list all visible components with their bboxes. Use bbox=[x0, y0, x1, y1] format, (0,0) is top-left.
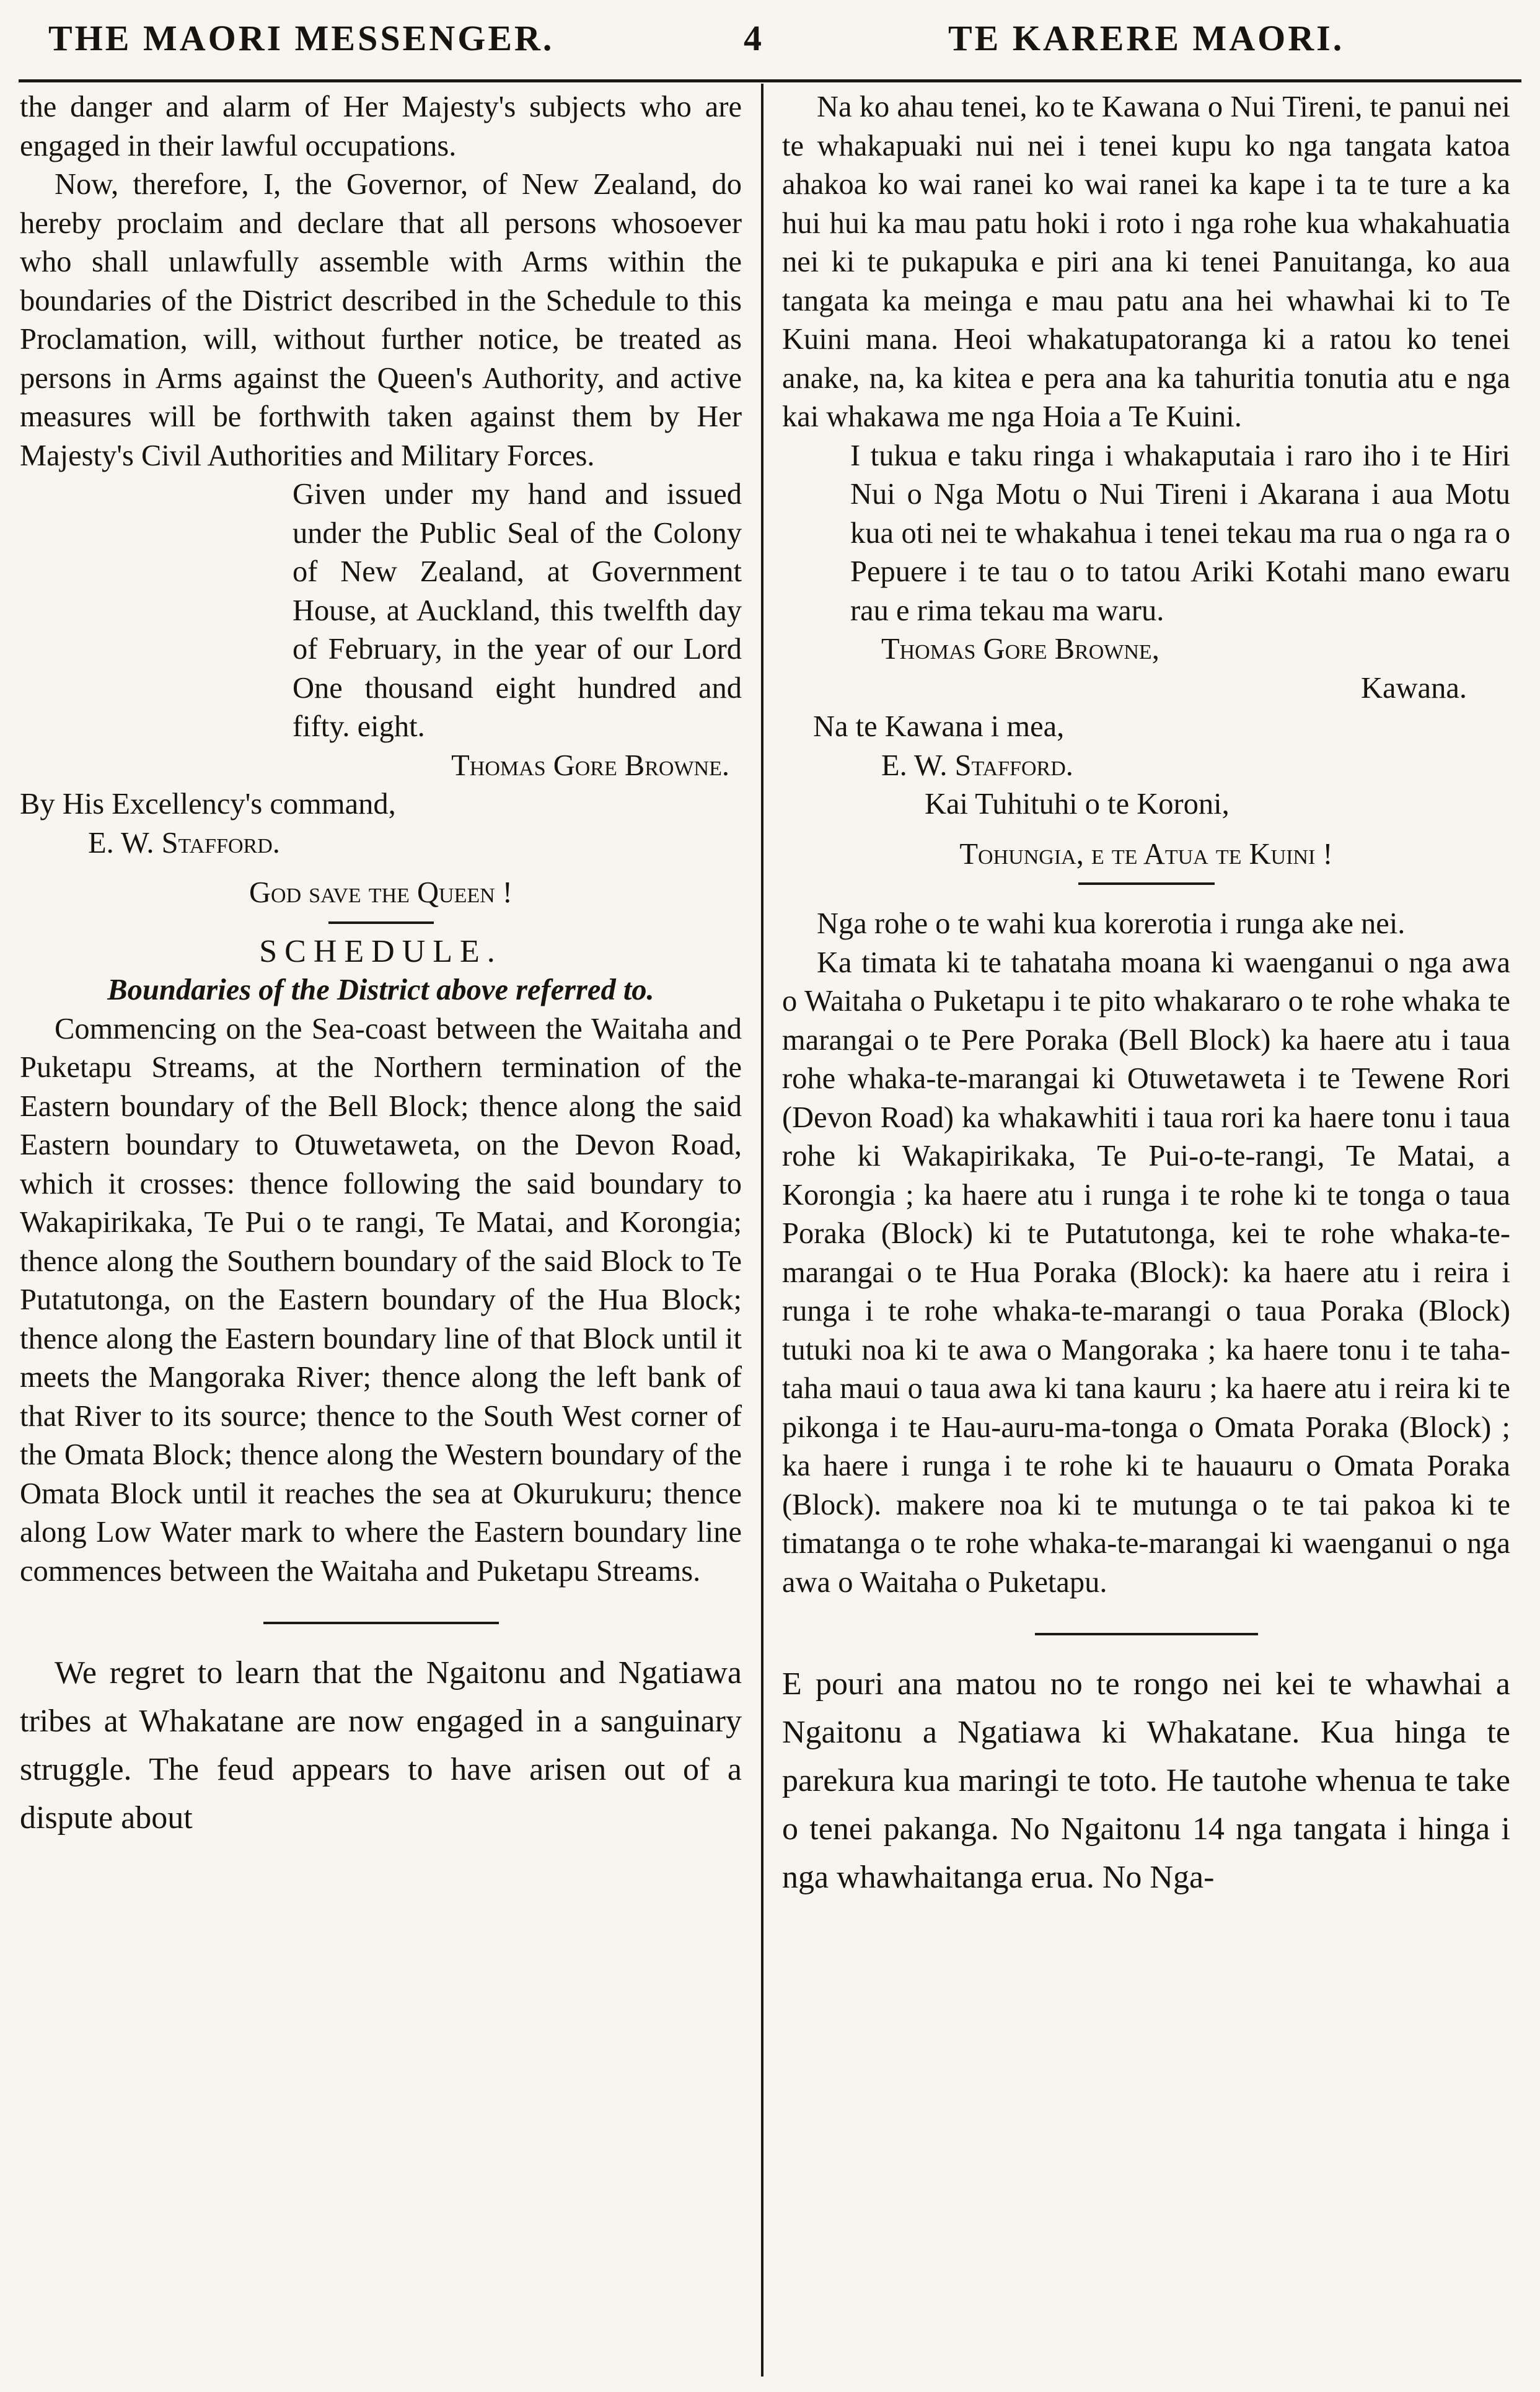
page-number: 4 bbox=[744, 18, 764, 58]
given-under-hand: Given under my hand and issued under the Public Seal of the Colony of New Zealand, at Government House, at Auckland, this twelfth day of February, in the year of our Lord One thousand eight hundred and fifty. eight. bbox=[293, 478, 742, 743]
header-english-title: THE MAORI MESSENGER. bbox=[48, 18, 555, 58]
spacer bbox=[782, 894, 1510, 905]
governor-signature: Thomas Gore Browne. bbox=[451, 749, 729, 782]
maori-column bbox=[782, 88, 1510, 1902]
nga-rohe-text: Ka timata ki te tahataha moana ki waenganui o nga awa o Waitaha o Puketapu i te pito whakararo o te rohe whaka te marangai o te Pere Poraka (Bell Block) ka haere atu i taua rohe whaka-te-marangai ki Otuwetaweta i te Tewene Rori (Devon Road) ka whakawhiti i taua rori ka haere tonu i taua rohe ki Wakapirikaka, Te Pui-o-te-rangi, Te Matai, a Korongia ; ka haere atu i runga i te rohe ki te tonga o taua Poraka (Block) ki te Putatutonga, kei te rohe whaka-te-marangai o te Hua Poraka (Block): ka haere atu i reira i runga i te rohe whaka-te-marangi o taua Poraka (Block) tutuki noa ki te awa o Mangoraka ; ka haere tonu i te taha-taha maui o taua awa ki tana kauru ; ka haere atu i reira ki te pikonga i te Hau-auru-ma-tonga o Omata Poraka (Block) ; ka haere i runga i te rohe ki te hauauru o Omata Poraka (Block). makere noa ki te mutunga o te tai pakoa ki te timatanga o te rohe whaka-te-marangai ki waenganui o nga awa o Waitaha o Puketapu. bbox=[782, 946, 1510, 1599]
english-column bbox=[20, 88, 742, 1842]
na-te-kawana: Na te Kawana i mea, bbox=[813, 710, 1065, 743]
proclamation-para-2: Now, therefore, I, the Governor, of New Zealand, do hereby proclaim and declare that all persons whosoever who shall unlawfully assemble with Arms within the boundaries of the District described in the Schedule to this Proclamation, will, without further notice, be treated as persons in Arms against the Queen's Authority, and active measures will be forthwith taken against them by Her Majesty's Civil Authorities and Military Forces. bbox=[20, 168, 742, 472]
governor-signature-maori: Thomas Gore Browne, bbox=[881, 633, 1159, 666]
panuitanga-para-1: Na ko ahau tenei, ko te Kawana o Nui Tireni, te panui nei te whakapuaki nui nei i tenei kupu ko nga tangata katoa ahakoa ko wai ranei ko wai ranei ka kape i ta te ture a ka hui hui ka mau patu hoki i roto i nga rohe kua whakahuatia nei ki te pukapuka e piri ana ki tenei Panuitanga, ko aua tangata ka meinga e mau patu ana hei whawhai ki to Te Kuini mana. Heoi whakatupatoranga ki a ratou ko tenei anake, na, ka kitea e pera ana ka tahuritia tonutia atu e nga kai whakawa me nga Hoia a Te Kuini. bbox=[782, 90, 1510, 433]
section-rule bbox=[328, 921, 434, 924]
schedule-subheading: Boundaries of the District above referred to. bbox=[107, 974, 654, 1006]
secretary-signature: E. W. Stafford. bbox=[88, 826, 280, 860]
whawhai-news: E pouri ana matou no te rongo nei kei te whawhai a Ngaitonu a Ngatiawa ki Whakatane. Kua hinga te parekura kua maringi te toto. He tautohe whenua te take o tenei pakanga. No Ngaitonu 14 nga tangata i hinga i nga whawhaitanga erua. No Nga- bbox=[782, 1666, 1510, 1895]
header-rule bbox=[19, 79, 1521, 82]
nga-rohe-intro: Nga rohe o te wahi kua korerotia i runga ake nei. bbox=[817, 907, 1406, 940]
section-rule bbox=[1078, 882, 1215, 885]
column-divider bbox=[761, 84, 763, 2377]
schedule-heading: SCHEDULE. bbox=[259, 933, 503, 969]
section-rule bbox=[263, 1622, 499, 1624]
tohungia-kuini: Tohungia, e te Atua te Kuini ! bbox=[959, 837, 1333, 871]
kawana-title: Kawana. bbox=[1360, 671, 1467, 705]
section-rule bbox=[1035, 1633, 1258, 1635]
secretary-signature-maori: E. W. Stafford. bbox=[881, 749, 1073, 782]
header-maori-title: TE KARERE MAORI. bbox=[948, 18, 1345, 58]
tukua-taku-ringa: I tukua e taku ringa i whakaputaia i raro iho i te Hiri Nui o Nga Motu o Nui Tireni i Akarana i aua Motu kua oti nei te whakahua i tenei tekau ma rua o nga ra o Pepuere i te tau o to tatou Ariki Kotahi mano ewaru rau e rima tekau ma waru. bbox=[850, 439, 1510, 627]
schedule-boundaries: Commencing on the Sea-coast between the Waitaha and Puketapu Streams, at the Northern termination of the Eastern boundary of the Bell Block; thence along the said Eastern boundary to Otuwetaweta, on the Devon Road, which it crosses: thence following the said boundary to Wakapirikaka, Te Pui o te rangi, Te Matai, and Korongia; thence along the Southern boundary of the said Block to Te Putatutonga, on the Eastern boundary of the Hua Block; thence along the Eastern boundary line of that Block until it meets the Mangoraka River; thence along the left bank of that River to its source; thence to the South West corner of the Omata Block; thence along the Western boundary of the Omata Block until it reaches the sea at Okurukuru; thence along Low Water mark to where the Eastern boundary line commences between the Waitaha and Puketapu Streams. bbox=[20, 1012, 742, 1588]
kai-tuhituhi: Kai Tuhituhi o te Koroni, bbox=[925, 788, 1230, 820]
spacer bbox=[20, 863, 742, 874]
whakatane-news: We regret to learn that the Ngaitonu and Ngatiawa tribes at Whakatane are now engaged in a sanguinary struggle. The feud appears to have arisen out of a dispute about bbox=[20, 1655, 742, 1836]
god-save-queen: God save the Queen ! bbox=[249, 876, 513, 909]
proclamation-para-1: the danger and alarm of Her Majesty's subjects who are engaged in their lawful occupations. bbox=[20, 90, 742, 162]
page-header bbox=[19, 11, 1521, 73]
spacer bbox=[782, 824, 1510, 835]
by-command: By His Excellency's command, bbox=[20, 788, 396, 820]
